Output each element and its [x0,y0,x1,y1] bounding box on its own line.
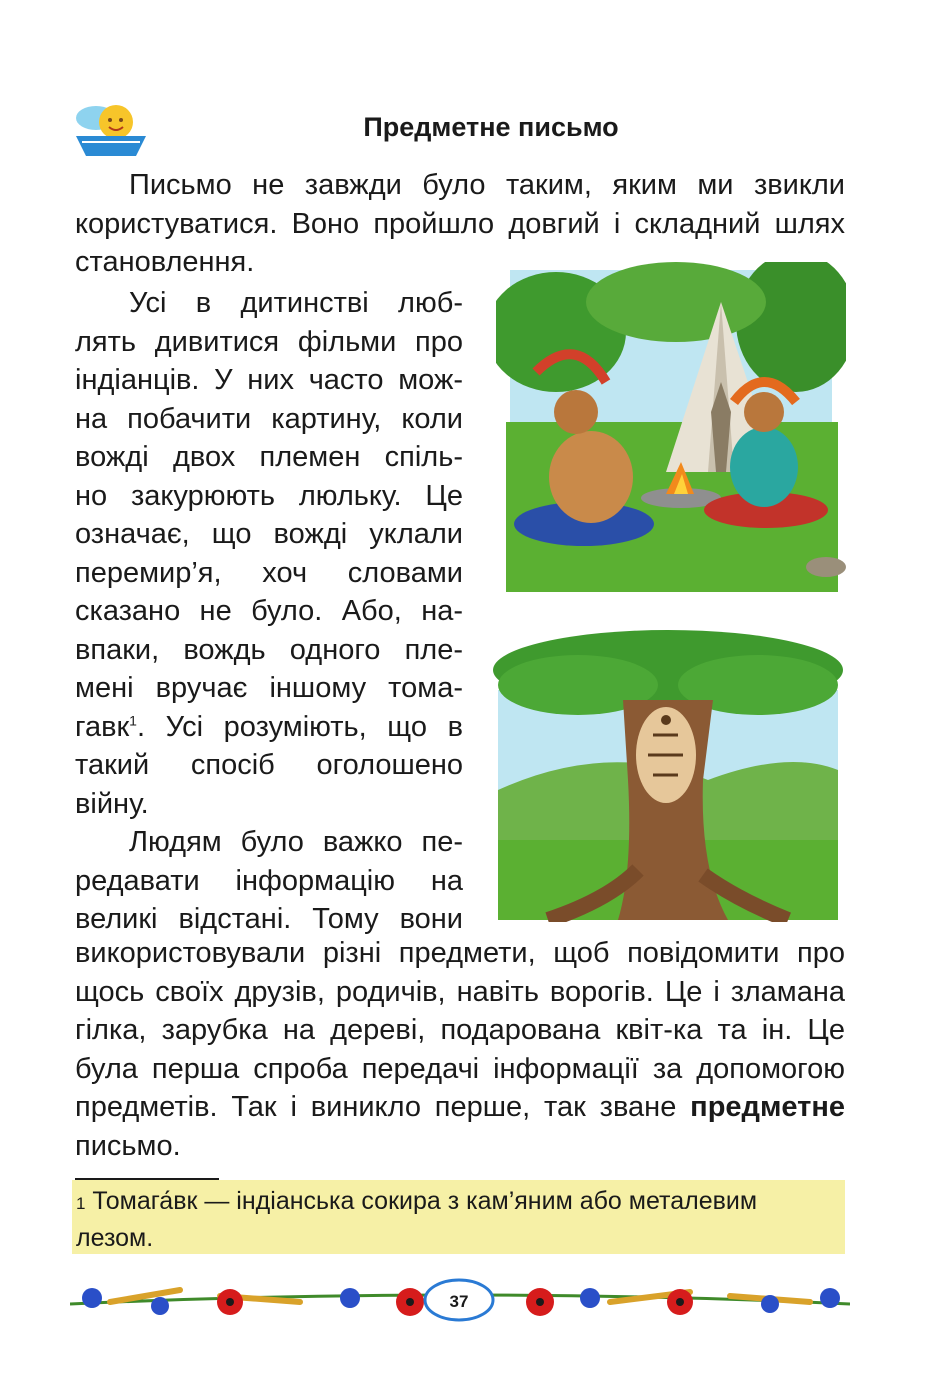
footnote-marker: 1 [129,711,137,728]
text-line: війну. [75,787,149,820]
text-line: но закурюють люльку. Це [75,479,463,512]
carved-tree-illustration [488,630,848,922]
text-line: лять дивитися фільми про [75,325,463,358]
page-title: Предметне письмо [363,112,619,142]
wide-paragraph [75,934,845,1165]
footnote-number: 1 [76,1194,86,1213]
text-line: означає, що вожді уклали [75,518,463,550]
text-line: Усі в дитинстві люб- [129,287,463,319]
text-line: впаки, вождь одного пле- [75,633,463,666]
tomahawk-word: гавк [75,710,130,743]
narrow-column-text [75,284,463,939]
text-fragment: письмо. [75,1129,181,1162]
text-line: редавати інформацію на [75,864,463,897]
intro-text: Письмо не завжди було таким, яким ми звикли користуватися. Воно пройшло довгий і складний шлях становлення. [75,169,845,278]
text-line: сказано не було. Або, на- [75,595,463,627]
text-line: на побачити картину, коли [75,402,463,435]
text-fragment: використовували різні предмети, щоб повідомити про щось своїх друзів, родичів, навіть ворогів. Це і зламана гілка, зарубка на дереві, подарована квіт-ка та ін. Це була перша спроба передачі інформації за допомогою предметів. Так і виникло перше, так зване [75,937,845,1123]
text-fragment: . Усі розуміють, що в [136,710,463,743]
text-line: перемир’я, хоч словами [75,556,463,589]
text-line: індіанців. У них часто мож- [75,364,463,396]
text-line: мені вручає іншому тома- [75,672,463,704]
text-line: такий спосіб оголошено [75,749,463,781]
footnote-text: Томага́вк — індіанська сокира з кам’яним або металевим лезом. [76,1187,758,1252]
bold-term: предметне [690,1091,845,1123]
chiefs-tipi-illustration [496,262,846,598]
text-line [75,708,463,747]
text-line: Людям було важко пе- [129,826,463,858]
page-number: 37 [449,1292,469,1311]
text-line: вожді двох племен спіль- [75,441,463,473]
text-line: великі відстані. Тому вони [75,903,463,935]
footnote [72,1180,845,1254]
